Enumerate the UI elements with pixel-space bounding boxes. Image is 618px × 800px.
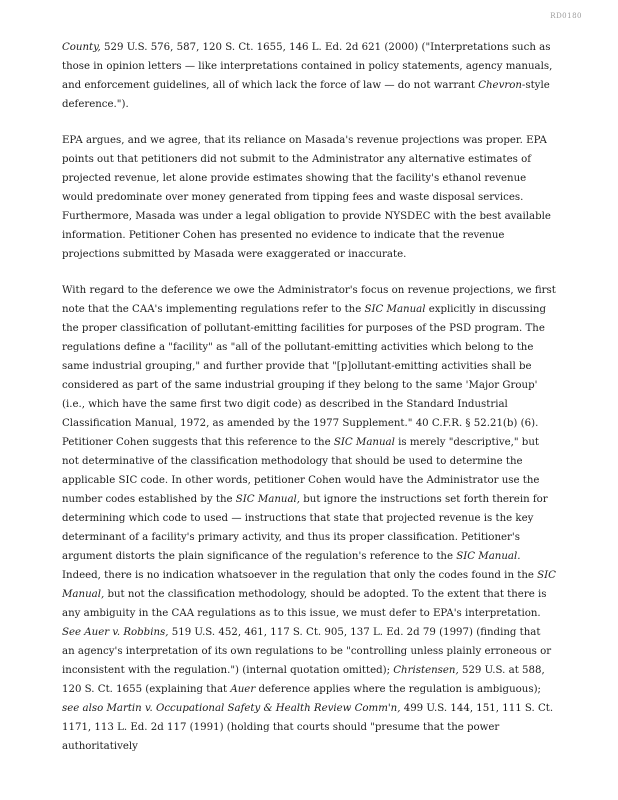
page-identifier: RD0180 [550,12,582,20]
case-citation: Chevron [478,80,522,91]
paragraph-3 [62,281,556,756]
manual-title: SIC Manual [364,304,426,315]
text-run: 529 U.S. at 588, 120 S. Ct. 1655 (explaining that [62,665,545,695]
case-citation: see also Martin v. Occupational Safety & Health Review Comm'n, [62,703,401,714]
document-body [62,38,556,756]
paragraph-2 [62,131,556,264]
case-citation: Christensen, [393,665,459,676]
manual-title: SIC Manual [333,437,395,448]
text-run: explicitly in discussing the proper classification of pollutant-emitting facilities for purposes of the PSD program. The regulations define a "facility" as "all of the pollutant-emitting activities which belong to the same industrial grouping," and further provide that "[p]ollutant-emitting activities shall be considered as part of the same industrial grouping if they belong to the same 'Major Group' (i.e., which have the same first two digit code) as described in the Standard Industrial Classification Manual, 1972, as amended by the 1977 Supplement." 40 C.F.R. § 52.21(b) (6). Petitioner Cohen suggests that this reference to the [62,304,546,448]
text-run: EPA argues, and we agree, that its reliance on Masada's revenue projections was proper. EPA points out that petitioners did not submit to the Administrator any alternative estimates of projected revenue, let alone provide estimates showing that the facility's ethanol revenue would predominate over money generated from tipping fees and waste disposal services. Furthermore, Masada was under a legal obligation to provide NYSDEC with the best available information. Petitioner Cohen has presented no evidence to indicate that the revenue projections submitted by Masada were exaggerated or inaccurate. [62,135,551,260]
text-run: 499 U.S. 144, 151, 111 S. Ct. 1171, 113 L. Ed. 2d 117 (1991) (holding that courts should "presume that the power authoritatively [62,703,554,752]
case-citation: Auer [230,684,256,695]
manual-title: SIC Manual. [456,551,521,562]
text-run: deference applies where the regulation is ambiguous); [255,684,541,695]
text-run: but ignore the instructions set forth therein for determining which code to used — instructions that state that projected revenue is the key determinant of a facility's primary activity, and thus its proper classification. Petitioner's argument distorts the plain significance of the regulation's reference to the [62,494,548,562]
text-run: 529 U.S. 576, 587, 120 S. Ct. 1655, 146 L. Ed. 2d 621 (2000) ("Interpretations such as those in opinion letters — like interpretations contained in policy statements, agency manuals, and enforcement guidelines, all of which lack the force of law — do not warrant [62,42,553,91]
paragraph-1 [62,38,556,114]
text-run: With regard to the deference we owe the Administrator's focus on revenue projections, we first note that the CAA's implementing regulations refer to the [62,285,556,315]
manual-title: SIC Manual, [235,494,301,505]
case-citation: See Auer v. Robbins, [62,627,169,638]
text-run: -style deference."). [62,80,550,110]
case-citation: County, [62,42,101,53]
text-run: is merely "descriptive," but not determinative of the classification methodology that should be used to determine the applicable SIC code. In other words, petitioner Cohen would have the Administrator use the number codes established by the [62,437,540,505]
text-run: but not the classification methodology, should be adopted. To the extent that there is any ambiguity in the CAA regulations as to this issue, we must defer to EPA's interpretation. [62,589,547,619]
text-run: Indeed, there is no indication whatsoever in the regulation that only the codes found in the [62,570,538,581]
manual-title: SIC Manual, [62,570,556,600]
text-run: 519 U.S. 452, 461, 117 S. Ct. 905, 137 L. Ed. 2d 79 (1997) (finding that an agency's interpretation of its own regulations to be "controlling unless plainly erroneous or inconsistent with the regulation.") (internal quotation omitted); [62,627,552,676]
